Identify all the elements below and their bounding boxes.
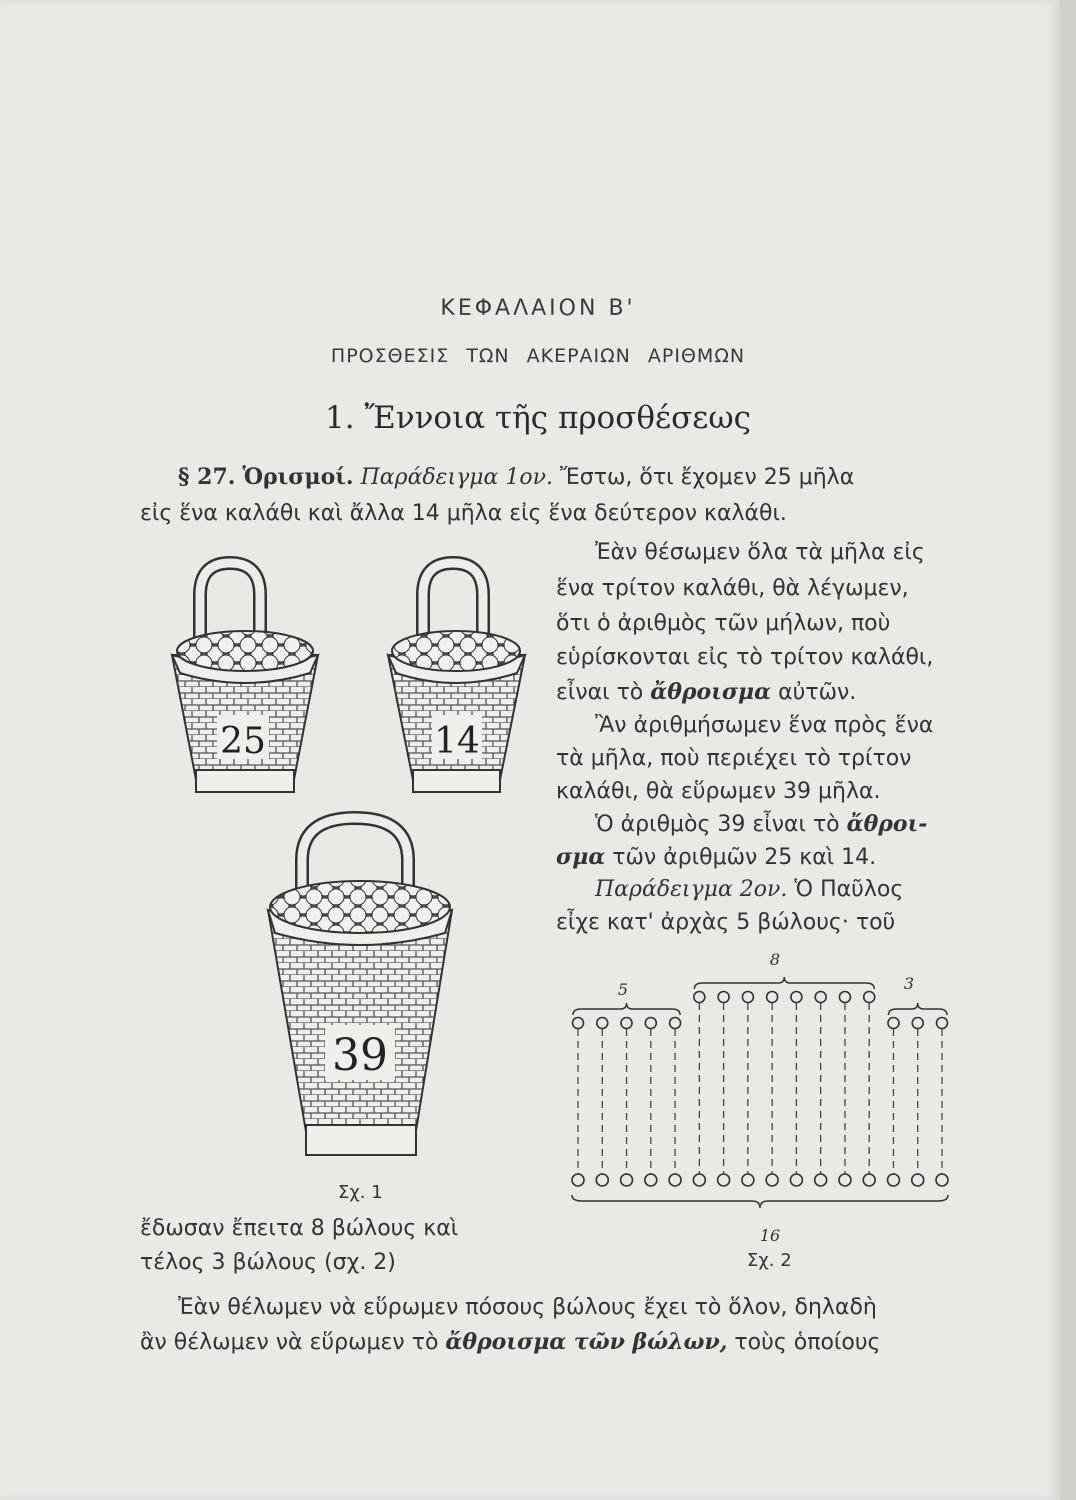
top-marble <box>864 992 875 1003</box>
group-brace <box>573 1003 680 1015</box>
right-line-1: Ἐὰν θέσωμεν ὅλα τὰ μῆλα εἰς <box>595 540 925 565</box>
bottom-marble <box>645 1174 657 1186</box>
bottom-marble <box>912 1174 924 1186</box>
emphasis-term: σμα <box>556 844 606 870</box>
brace-label-3: 3 <box>903 974 915 993</box>
bottom-marble <box>742 1174 754 1186</box>
example-label: Παράδειγμα 2ον. <box>595 877 788 902</box>
paragraph-line-1 <box>178 464 854 490</box>
bottom-marble <box>936 1174 948 1186</box>
emphasis-term: ἄθροισμα τῶν βώλων, <box>445 1329 728 1355</box>
left-line-2: τέλος 3 βώλους (σχ. 2) <box>140 1250 396 1275</box>
paragraph-line-2: εἰς ἕνα καλάθι καὶ ἄλλα 14 μῆλα εἰς ἕνα δεύτερον καλάθι. <box>140 501 787 526</box>
bottom-marble <box>718 1174 730 1186</box>
text-run: ἂν θέλωμεν νὰ εὕρωμεν τὸ <box>140 1330 439 1355</box>
bottom-marble <box>596 1174 608 1186</box>
figure-2-caption: Σχ. 2 <box>747 1250 792 1271</box>
figure-2-marbles <box>560 945 960 1275</box>
figure-1-caption: Σχ. 1 <box>338 1182 383 1203</box>
top-marble <box>670 1018 681 1029</box>
right-line-10 <box>556 844 876 870</box>
top-marble <box>694 992 705 1003</box>
definitions-label: Ὁρισμοί. <box>242 464 354 490</box>
basket-label: 25 <box>220 721 266 762</box>
bottom-marble <box>815 1174 827 1186</box>
page-edge <box>1060 0 1076 1500</box>
top-marble <box>597 1018 608 1029</box>
bottom-marble <box>669 1174 681 1186</box>
total-brace <box>572 1195 948 1208</box>
subsection-heading: 1. Ἔννοια τῆς προσθέσεως <box>325 400 751 436</box>
brace-label-5: 5 <box>617 980 629 999</box>
top-marble <box>937 1018 948 1029</box>
top-marble <box>815 992 826 1003</box>
bottom-marble <box>790 1174 802 1186</box>
right-line-8: καλάθι, θὰ εὕρωμεν 39 μῆλα. <box>556 779 881 804</box>
section-title: ΠΡΟΣΘΕΣΙΣ ΤΩΝ ΑΚΕΡΑΙΩΝ ΑΡΙΘΜΩΝ <box>330 345 746 367</box>
right-line-3: ὅτι ὁ ἀριθμὸς τῶν μήλων, ποὺ <box>556 611 891 636</box>
right-line-9 <box>595 811 927 837</box>
brace-label-8: 8 <box>769 950 781 969</box>
paragraph-number: § 27. <box>178 464 236 490</box>
bottom-marble <box>572 1174 584 1186</box>
top-marble <box>742 992 753 1003</box>
bottom-line-1: Ἐὰν θέλωμεν νὰ εὕρωμεν πόσους βώλους ἔχει τὸ ὅλον, δηλαδὴ <box>178 1295 877 1320</box>
right-line-2: ἕνα τρίτον καλάθι, θὰ λέγωμεν, <box>556 576 909 601</box>
basket-label: 14 <box>434 721 480 762</box>
emphasis-term: ἄθροισμα <box>650 679 772 705</box>
group-brace <box>694 977 874 989</box>
right-line-11 <box>595 877 903 902</box>
top-marble <box>839 992 850 1003</box>
top-marble <box>645 1018 656 1029</box>
right-line-6: Ἂν ἀριθμήσωμεν ἕνα πρὸς ἕνα <box>595 713 934 738</box>
emphasis-term: ἄθροι- <box>846 811 928 837</box>
bottom-marble <box>887 1174 899 1186</box>
top-marble <box>573 1018 584 1029</box>
text-run: εἶναι τὸ <box>556 680 644 705</box>
bottom-line-2 <box>140 1329 880 1355</box>
bottom-marble <box>766 1174 778 1186</box>
top-marble <box>912 1018 923 1029</box>
top-marble <box>718 992 729 1003</box>
top-marble <box>621 1018 632 1029</box>
bottom-marble <box>693 1174 705 1186</box>
text-run: Ὁ Παῦλος <box>794 877 904 902</box>
text-run: τοὺς ὁποίους <box>734 1330 881 1355</box>
basket-25 <box>172 563 318 792</box>
basket-14 <box>388 563 525 792</box>
chapter-label: ΚΕΦΑΛΑΙΟΝ Β' <box>440 296 636 321</box>
group-brace <box>888 1003 947 1015</box>
right-line-5 <box>556 679 856 705</box>
brace-label-16: 16 <box>759 1226 781 1245</box>
top-marble <box>791 992 802 1003</box>
text-run: αὐτῶν. <box>778 680 857 705</box>
right-line-12: εἶχε κατ' ἀρχὰς 5 βώλους· τοῦ <box>556 910 896 935</box>
right-line-4: εὑρίσκονται εἰς τὸ τρίτον καλάθι, <box>556 645 934 670</box>
right-line-7: τὰ μῆλα, ποὺ περιέχει τὸ τρίτον <box>556 746 912 771</box>
text-run: τῶν ἀριθμῶν 25 καὶ 14. <box>612 845 877 870</box>
example-label: Παράδειγμα 1ον. <box>360 465 554 490</box>
left-line-1: ἔδωσαν ἔπειτα 8 βώλους καὶ <box>140 1216 459 1241</box>
basket-39 <box>268 818 452 1155</box>
top-marble <box>767 992 778 1003</box>
bottom-marble <box>863 1174 875 1186</box>
bottom-marble <box>839 1174 851 1186</box>
bottom-marble <box>621 1174 633 1186</box>
text-run: Ὁ ἀριθμὸς 39 εἶναι τὸ <box>595 812 840 837</box>
top-marble <box>888 1018 899 1029</box>
figure-1-baskets <box>160 555 545 1175</box>
basket-label: 39 <box>332 1030 388 1081</box>
text-run: Ἔστω, ὅτι ἔχομεν 25 μῆλα <box>560 465 855 490</box>
